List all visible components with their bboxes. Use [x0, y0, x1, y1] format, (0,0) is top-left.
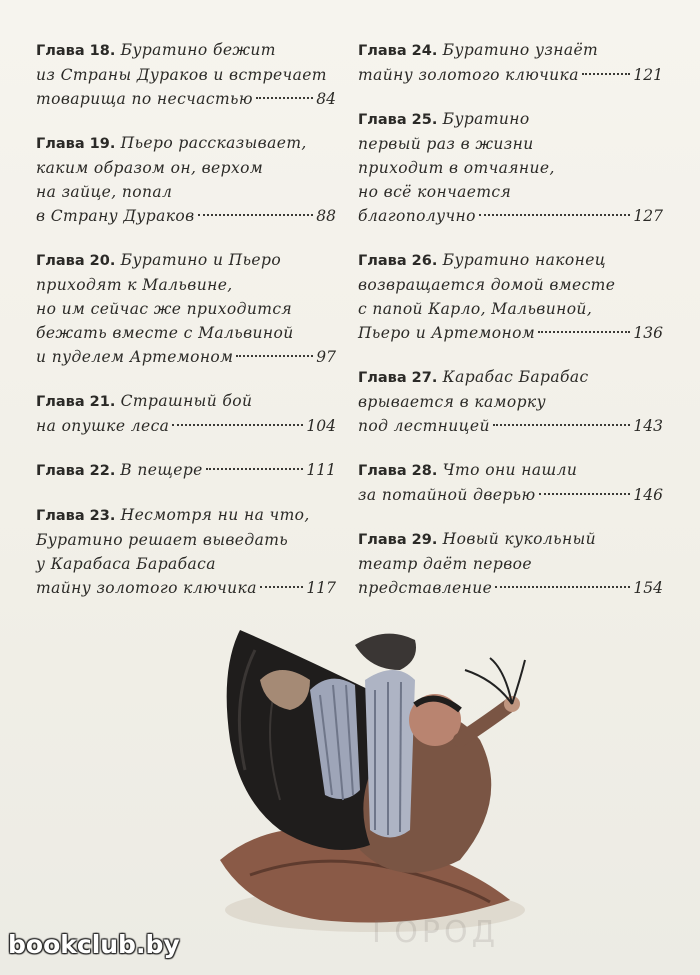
- chapter-last-line: [36, 576, 336, 600]
- dot-leader: [539, 493, 631, 495]
- toc-entry: [36, 131, 336, 228]
- chapter-title-text: с папой Карло, Мальвиной,: [358, 300, 593, 318]
- chapter-title-line: [358, 458, 663, 483]
- chapter-title-line: [358, 390, 663, 414]
- dot-leader: [495, 586, 630, 588]
- chapter-title-line: [36, 528, 336, 552]
- dot-leader: [206, 468, 304, 470]
- chapter-title-text: врывается в каморку: [358, 393, 546, 411]
- chapter-title-line: [358, 273, 663, 297]
- chapter-title-line: [36, 156, 336, 180]
- boot-left: [355, 634, 416, 670]
- chapter-title-text: В пещере: [120, 461, 203, 479]
- page-number: 111: [306, 461, 336, 479]
- chapter-number: Глава 22.: [36, 463, 116, 479]
- page-number: 121: [633, 66, 663, 84]
- chapter-last-line: [358, 414, 663, 438]
- chapter-title-text: Буратино решает выведать: [36, 531, 289, 549]
- chapter-title-line: [36, 180, 336, 204]
- arm: [460, 705, 510, 740]
- chapter-title-line: [36, 248, 336, 273]
- chapter-title-text: Новый кукольный: [442, 530, 597, 548]
- chapter-last-line: [36, 345, 336, 369]
- chapter-last-line: [36, 204, 336, 228]
- chapter-title-text: в Страну Дураков: [36, 207, 195, 225]
- toc-entry: [358, 365, 663, 438]
- toc-column-right: [358, 38, 663, 620]
- page-number: 154: [633, 579, 663, 597]
- chapter-title-line: [36, 389, 336, 414]
- chapter-title-line: [358, 552, 663, 576]
- chapter-title-text: Буратино бежит: [120, 41, 276, 59]
- toc-column-left: [36, 38, 336, 620]
- background-print: ГОРОД: [372, 915, 500, 950]
- page-number: 127: [633, 207, 663, 225]
- chapter-title-line: [358, 38, 663, 63]
- toc-entry: [358, 248, 663, 345]
- chapter-title-line: [36, 321, 336, 345]
- chapter-title-text: Несмотря ни на что,: [120, 506, 310, 524]
- chapter-title-text: но всё кончается: [358, 183, 512, 201]
- toc-entry: [36, 458, 336, 483]
- chapter-title-text: на зайце, попал: [36, 183, 173, 201]
- chapter-title-text: Что они нашли: [442, 461, 578, 479]
- chapter-number: Глава 26.: [358, 253, 438, 269]
- chapter-title-text: Страшный бой: [120, 392, 253, 410]
- dot-leader: [236, 355, 313, 357]
- dot-leader: [260, 586, 304, 588]
- toc-entry: [358, 38, 663, 87]
- chapter-title-text: у Карабаса Барабаса: [36, 555, 216, 573]
- chapter-title-text: товарища по несчастью: [36, 90, 253, 108]
- chapter-title-text: за потайной дверью: [358, 486, 536, 504]
- chapter-title-text: бежать вместе с Мальвиной: [36, 324, 294, 342]
- chapter-last-line: [358, 63, 663, 87]
- dot-leader: [538, 331, 630, 333]
- chapter-title-text: Буратино и Пьеро: [120, 251, 282, 269]
- page-number: 84: [316, 90, 336, 108]
- chapter-last-line: [36, 87, 336, 111]
- toc-entry: [36, 389, 336, 438]
- chapter-title-line: [36, 552, 336, 576]
- chapter-title-line: [36, 38, 336, 63]
- chapter-number: Глава 27.: [358, 370, 438, 386]
- chapter-last-line: [358, 576, 663, 600]
- chapter-title-text: приходят к Мальвине,: [36, 276, 233, 294]
- chapter-last-line: [358, 204, 663, 228]
- chapter-title-line: [358, 180, 663, 204]
- chapter-title-text: но им сейчас же приходится: [36, 300, 293, 318]
- chapter-title-line: [36, 503, 336, 528]
- chapter-number: Глава 28.: [358, 463, 438, 479]
- chapter-title-text: Буратино наконец: [442, 251, 607, 269]
- chapter-title-text: Буратино узнаёт: [442, 41, 599, 59]
- chapter-title-text: приходит в отчаяние,: [358, 159, 555, 177]
- toc-entry: [36, 248, 336, 369]
- chapter-title-text: представление: [358, 579, 493, 597]
- chapter-number: Глава 18.: [36, 43, 116, 59]
- page-number: 146: [633, 486, 663, 504]
- chapter-number: Глава 29.: [358, 532, 438, 548]
- dot-leader: [172, 424, 303, 426]
- chapter-title-text: из Страны Дураков и встречает: [36, 66, 327, 84]
- page-number: 104: [306, 417, 336, 435]
- toc-entry: [358, 458, 663, 507]
- dot-leader: [493, 424, 631, 426]
- chapter-last-line: [358, 483, 663, 507]
- chapter-title-text: тайну золотого ключика: [358, 66, 579, 84]
- chapter-last-line: [358, 321, 663, 345]
- chapter-title-text: возвращается домой вместе: [358, 276, 616, 294]
- chapter-title-line: [358, 527, 663, 552]
- leg-left: [365, 670, 415, 838]
- toc-entry: [358, 527, 663, 600]
- chapter-last-line: [36, 458, 336, 483]
- chapter-title-text: благополучно: [358, 207, 476, 225]
- toc-entry: [36, 38, 336, 111]
- dot-leader: [479, 214, 631, 216]
- chapter-number: Глава 25.: [358, 112, 438, 128]
- chapter-title-line: [36, 273, 336, 297]
- chapter-title-line: [358, 156, 663, 180]
- page-number: 143: [633, 417, 663, 435]
- chapter-title-line: [36, 297, 336, 321]
- chapter-title-text: под лестницей: [358, 417, 490, 435]
- chapter-title-line: [358, 132, 663, 156]
- chapter-title-text: Пьеро и Артемоном: [358, 324, 536, 342]
- page-number: 117: [306, 579, 336, 597]
- chapter-title-text: на опушке леса: [36, 417, 170, 435]
- chapter-number: Глава 21.: [36, 394, 116, 410]
- chapter-title-text: и пуделем Артемоном: [36, 348, 234, 366]
- dot-leader: [198, 214, 314, 216]
- chapter-title-text: Карабас Барабас: [442, 368, 589, 386]
- chapter-title-line: [358, 297, 663, 321]
- dot-leader: [582, 73, 631, 75]
- chapter-number: Глава 24.: [358, 43, 438, 59]
- chapter-number: Глава 20.: [36, 253, 116, 269]
- toc-entry: [358, 107, 663, 228]
- toc-entry: [36, 503, 336, 600]
- chapter-title-text: Пьеро рассказывает,: [120, 134, 307, 152]
- chapter-title-text: театр даёт первое: [358, 555, 532, 573]
- chapter-title-text: Буратино: [442, 110, 530, 128]
- chapter-number: Глава 19.: [36, 136, 116, 152]
- chapter-last-line: [36, 414, 336, 438]
- chapter-title-text: каким образом он, верхом: [36, 159, 264, 177]
- watermark: bookclub.by: [8, 930, 180, 959]
- karabas-barabas-illustration: [160, 610, 580, 940]
- chapter-title-line: [358, 107, 663, 132]
- page-number: 136: [633, 324, 663, 342]
- page-number: 88: [316, 207, 336, 225]
- chapter-title-line: [358, 365, 663, 390]
- chapter-title-line: [36, 131, 336, 156]
- chapter-title-line: [36, 63, 336, 87]
- dot-leader: [256, 97, 313, 99]
- chapter-title-text: тайну золотого ключика: [36, 579, 257, 597]
- chapter-number: Глава 23.: [36, 508, 116, 524]
- chapter-title-line: [358, 248, 663, 273]
- page-number: 97: [316, 348, 336, 366]
- chapter-title-text: первый раз в жизни: [358, 135, 534, 153]
